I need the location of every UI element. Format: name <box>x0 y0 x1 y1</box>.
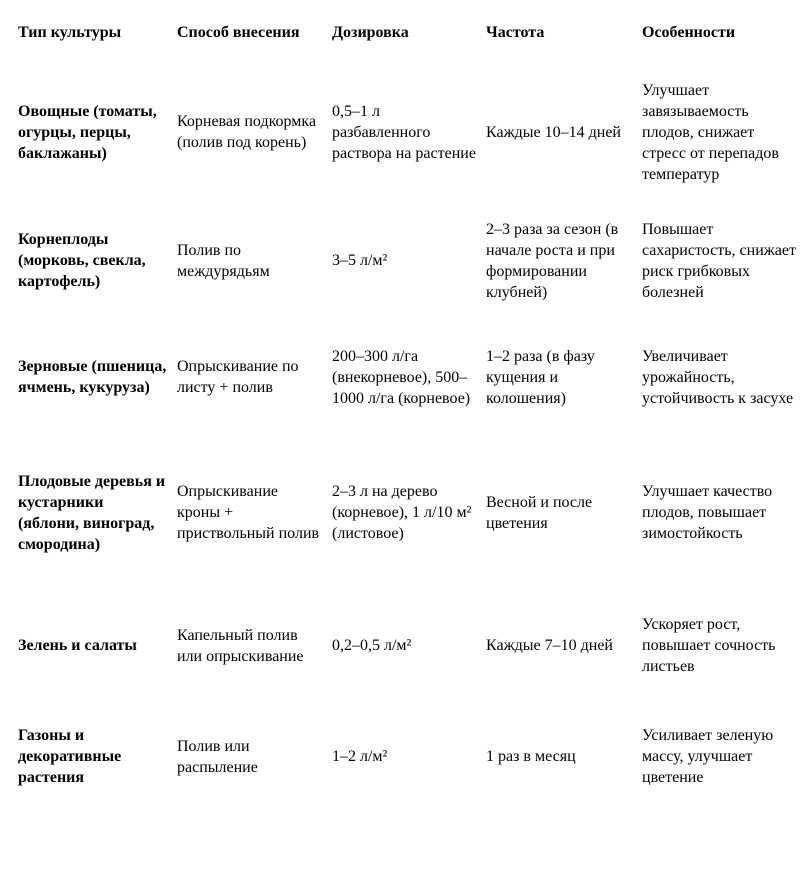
table-row <box>14 316 802 438</box>
table-row <box>14 587 802 704</box>
table-row <box>14 438 802 587</box>
frequency-cell: Каждые 7–10 дней <box>486 637 613 654</box>
dosage-cell: 1–2 л/м² <box>332 748 388 765</box>
dosage-cell: 0,2–0,5 л/м² <box>332 637 412 654</box>
header-features: Особенности <box>642 24 736 41</box>
method-cell: Опрыскивание кроны + приствольный полив <box>177 483 320 542</box>
header-frequency: Частота <box>486 24 545 41</box>
crop-type-cell: Плодовые деревья и кустарники (яблони, виноград, смородина) <box>18 472 166 553</box>
method-cell: Корневая подкормка (полив под корень) <box>177 113 317 151</box>
features-cell: Повышает сахаристость, снижает риск грибковых болезней <box>642 220 796 301</box>
fertilizer-application-table <box>14 6 802 809</box>
frequency-cell: 2–3 раза за сезон (в начале роста и при формировании клубней) <box>486 220 619 301</box>
frequency-cell: Весной и после цветения <box>486 493 593 532</box>
method-cell: Капельный полив или опрыскивание <box>177 626 304 665</box>
features-cell: Ускоряет рост, повышает сочность листьев <box>642 616 776 675</box>
crop-type-cell: Овощные (томаты, огурцы, перцы, баклажаны) <box>18 102 157 162</box>
frequency-cell: 1–2 раза (в фазу кущения и колошения) <box>486 347 595 407</box>
frequency-cell: Каждые 10–14 дней <box>486 123 621 141</box>
features-cell: Усиливает зеленую массу, улучшает цветение <box>642 727 774 786</box>
method-cell: Опрыскивание по листу + полив <box>177 358 299 396</box>
table-row <box>14 205 802 316</box>
table-row <box>14 59 802 205</box>
features-cell: Улучшает завязываемость плодов, снижает стресс от перепадов температур <box>642 81 779 183</box>
features-cell: Увеличивает урожайность, устойчивость к засухе <box>642 347 794 407</box>
method-cell: Полив по междурядьям <box>177 241 270 280</box>
dosage-cell: 3–5 л/м² <box>332 252 388 269</box>
header-crop-type: Тип культуры <box>18 24 122 41</box>
crop-type-cell: Газоны и декоративные растения <box>18 727 122 786</box>
method-cell: Полив или распыление <box>177 737 258 776</box>
frequency-cell: 1 раз в месяц <box>486 748 576 765</box>
dosage-cell: 200–300 л/га (внекорневое), 500–1000 л/га (корневое) <box>332 347 471 407</box>
crop-type-cell: Зерновые (пшеница, ячмень, кукуруза) <box>18 358 167 396</box>
header-application-method: Способ внесения <box>177 24 300 41</box>
table-header-row <box>14 6 802 59</box>
table-row <box>14 704 802 809</box>
dosage-cell: 0,5–1 л разбавленного раствора на растение <box>332 102 476 162</box>
features-cell: Улучшает качество плодов, повышает зимостойкость <box>642 483 773 542</box>
crop-type-cell: Корнеплоды (морковь, свекла, картофель) <box>18 231 146 290</box>
dosage-cell: 2–3 л на дерево (корневое), 1 л/10 м² (листовое) <box>332 483 472 542</box>
header-dosage: Дозировка <box>332 24 409 41</box>
crop-type-cell: Зелень и салаты <box>18 637 137 654</box>
